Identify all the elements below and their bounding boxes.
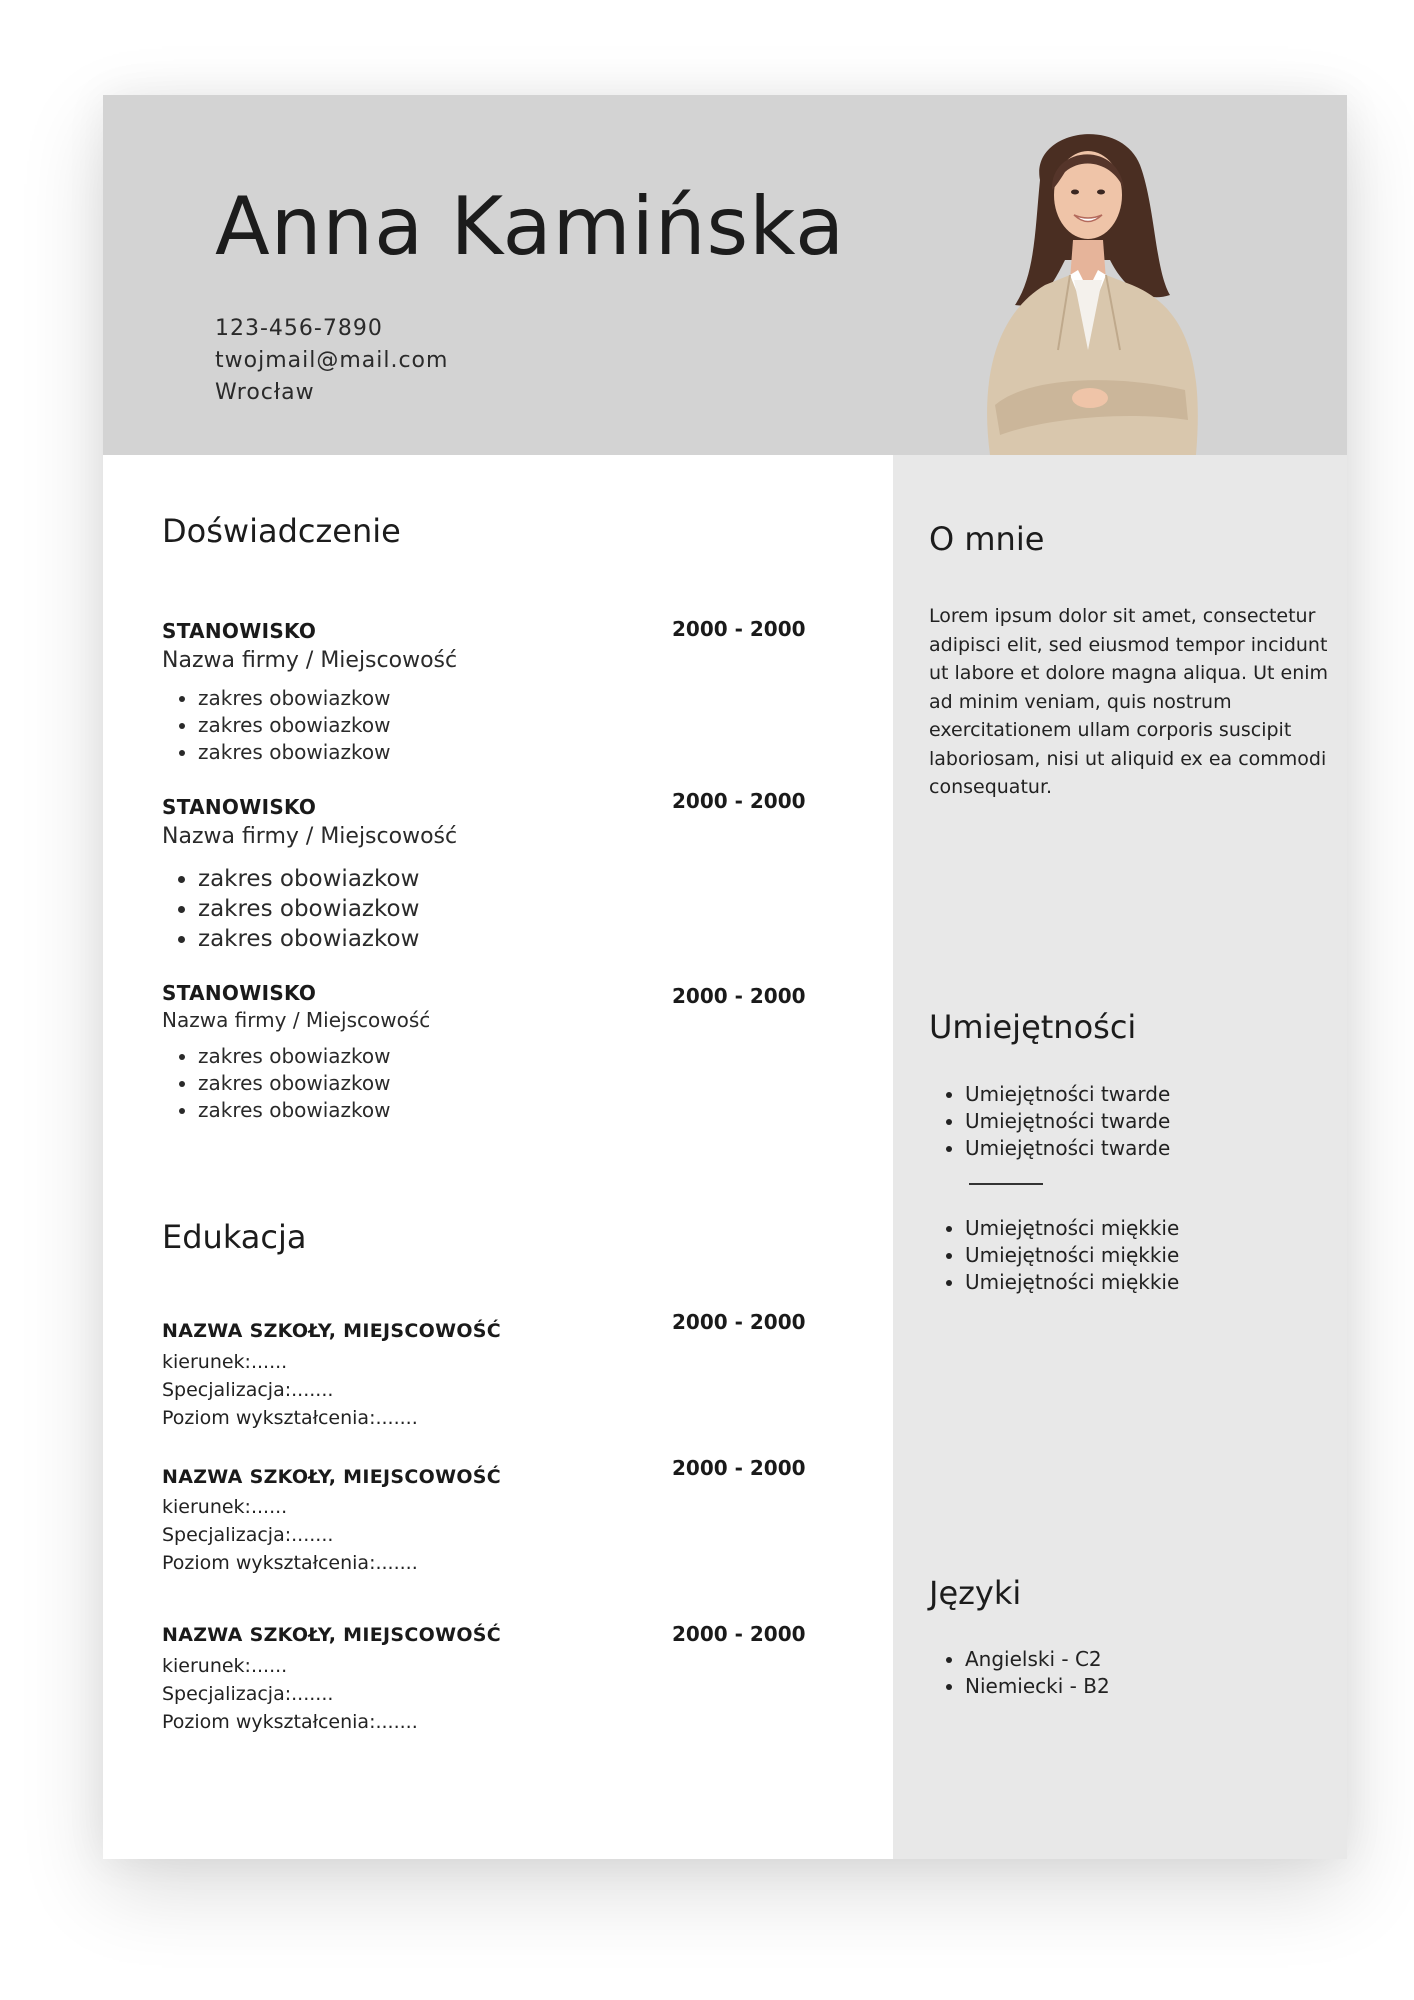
school-name: NAZWA SZKOŁY, MIEJSCOWOŚĆ [162,1624,502,1646]
job-years: 2000 - 2000 [672,984,806,1008]
job-position: STANOWISKO [162,981,317,1005]
list-item: • Umiejętności twarde [965,1081,1170,1108]
job-years: 2000 - 2000 [672,617,806,641]
job-duties-list [162,1043,391,1124]
list-item: • zakres obowiazkow [198,924,419,954]
job-position: STANOWISKO [162,619,317,643]
about-heading: O mnie [929,520,1045,558]
school-specialization: Specjalizacja:....... [162,1683,334,1705]
school-details [162,1652,418,1736]
list-item: • zakres obowiazkow [198,864,419,894]
languages-heading: Języki [929,1574,1022,1612]
school-name: NAZWA SZKOŁY, MIEJSCOWOŚĆ [162,1466,502,1488]
skills-divider [969,1183,1043,1185]
profile-photo [970,120,1216,455]
list-item: • zakres obowiazkow [198,685,391,712]
list-item: • Angielski - C2 [965,1646,1110,1673]
about-text: Lorem ipsum dolor sit amet, consectetur adipisci elit, sed eiusmod tempor incidunt ut labore et dolore magna aliqua. Ut enim ad minim veniam, quis nostrum exercitationem ullam corporis suscipit laboriosam, nisi ut aliquid ex ea commodi consequatur. [929,605,1329,798]
list-item: • Niemiecki - B2 [965,1673,1110,1700]
list-item: • Umiejętności twarde [965,1108,1170,1135]
school-level: Poziom wykształcenia:....... [162,1711,418,1733]
school-level: Poziom wykształcenia:....... [162,1407,418,1429]
job-company: Nazwa firmy / Miejscowość [162,1008,431,1032]
job-company: Nazwa firmy / Miejscowość [162,824,458,849]
school-specialization: Specjalizacja:....... [162,1524,334,1546]
list-item: • zakres obowiazkow [198,1043,391,1070]
school-details [162,1493,418,1577]
education-heading: Edukacja [162,1218,307,1256]
list-item: • zakres obowiazkow [198,712,391,739]
school-field: kierunek:...... [162,1351,288,1373]
job-company: Nazwa firmy / Miejscowość [162,648,458,673]
job-years: 2000 - 2000 [672,789,806,813]
job-duties-list [162,864,419,954]
list-item: • Umiejętności twarde [965,1135,1170,1162]
school-specialization: Specjalizacja:....... [162,1379,334,1401]
school-years: 2000 - 2000 [672,1310,806,1334]
city: Wrocław [215,380,315,405]
list-item: • zakres obowiazkow [198,739,391,766]
school-name: NAZWA SZKOŁY, MIEJSCOWOŚĆ [162,1320,502,1342]
school-field: kierunek:...... [162,1496,288,1518]
soft-skills-list [929,1215,1179,1296]
job-duties-list [162,685,391,766]
list-item: • Umiejętności miękkie [965,1215,1179,1242]
job-position: STANOWISKO [162,795,317,819]
list-item: • Umiejętności miękkie [965,1269,1179,1296]
list-item: • zakres obowiazkow [198,1070,391,1097]
phone-number: 123-456-7890 [215,316,383,341]
school-years: 2000 - 2000 [672,1456,806,1480]
school-details [162,1348,418,1432]
experience-heading: Doświadczenie [162,512,401,550]
contact-info [215,313,448,409]
candidate-name: Anna Kamińska [215,180,846,273]
school-field: kierunek:...... [162,1655,288,1677]
email-address: twojmail@mail.com [215,348,449,373]
list-item: • Umiejętności miękkie [965,1242,1179,1269]
list-item: • zakres obowiazkow [198,894,419,924]
skills-heading: Umiejętności [929,1008,1137,1046]
hard-skills-list [929,1081,1170,1162]
languages-list [929,1646,1110,1700]
school-years: 2000 - 2000 [672,1622,806,1646]
list-item: • zakres obowiazkow [198,1097,391,1124]
school-level: Poziom wykształcenia:....... [162,1552,418,1574]
